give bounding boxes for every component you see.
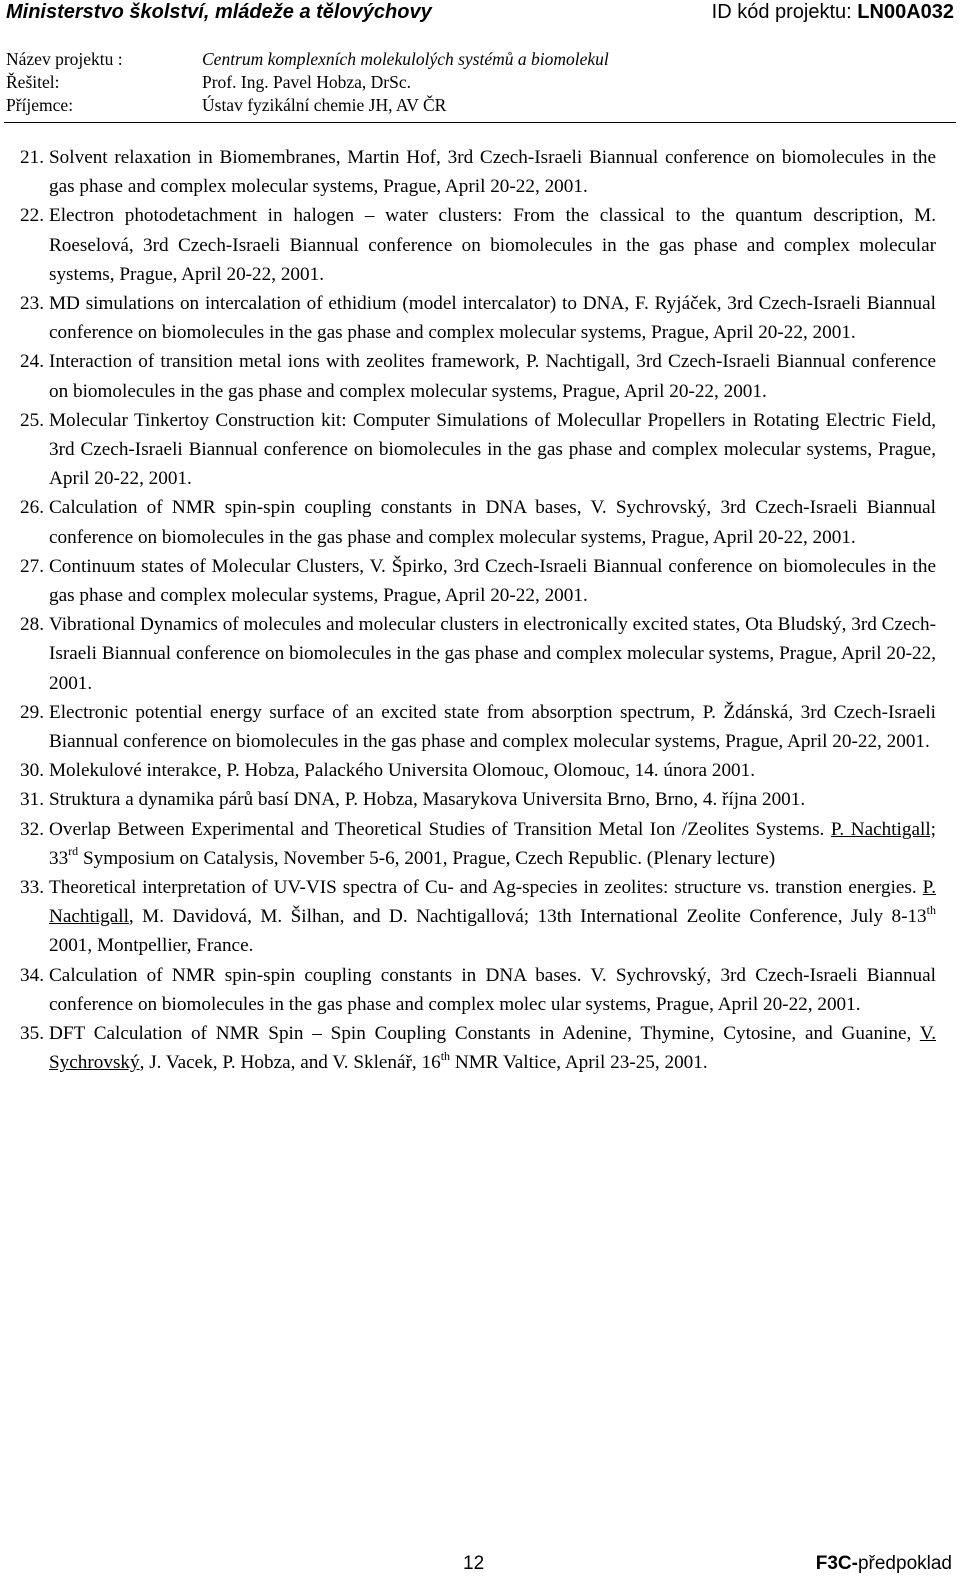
list-item: [20, 347, 936, 405]
item-text-part: NMR Valtice, April 23-25, 2001.: [450, 1052, 708, 1074]
ordinal-suffix: th: [926, 902, 936, 917]
item-number: 25.: [20, 409, 44, 431]
list-item: [20, 552, 936, 610]
meta-label: Název projektu :: [6, 49, 123, 69]
item-text: Molecular Tinkertoy Construction kit: Computer Simulations of Molecullar Propellers in Rotating Electric Field, 3rd Czech-Israeli Biannual conference on biomolecules in the gas phase and complex molecular systems, Prague, April 20-22, 2001.: [49, 409, 936, 490]
item-number: 34.: [20, 964, 44, 986]
item-text: Calculation of NMR spin-spin coupling constants in DNA bases. V. Sychrovský, 3rd Czech-Israeli Biannual conference on biomolecules in the gas phase and complex molec ular systems, Prague, April 20-22, 2001.: [49, 964, 936, 1015]
item-number: 21.: [20, 147, 44, 168]
item-number: 30.: [20, 760, 44, 782]
page-number: 12: [463, 1553, 485, 1574]
project-id: [712, 0, 954, 24]
item-number: 22.: [20, 205, 44, 227]
item-text: Electronic potential energy surface of an excited state from absorption spectrum, P. Ždánská, 3rd Czech-Israeli Biannual conference on biomolecules in the gas phase and complex molecular systems, Prague, April 20-22, 2001.: [49, 701, 936, 753]
item-text: [49, 1019, 936, 1077]
list-item: [20, 406, 936, 494]
item-text-part: Theoretical interpretation of UV-VIS spectra of Cu- and Ag-species in zeolites: structure vs. transtion energies.: [49, 877, 923, 899]
header-divider: [4, 122, 956, 123]
meta-row-project: [6, 48, 609, 71]
form-code-bold: F3C-: [815, 1553, 858, 1574]
item-text: [49, 815, 936, 873]
item-text-part: , M. Davidová, M. Šilhan, and D. Nachtigallová; 13th International Zeolite Conference, July 8-13: [128, 906, 927, 928]
form-code-rest: předpoklad: [857, 1553, 952, 1574]
list-item: [20, 143, 936, 201]
form-code: [816, 1552, 952, 1576]
underlined-author: V. Sychrovský: [49, 1023, 936, 1074]
page-footer: [0, 1552, 960, 1582]
item-number: 24.: [20, 351, 44, 373]
item-text: Interaction of transition metal ions with zeolites framework, P. Nachtigall, 3rd Czech-Israeli Biannual conference on biomolecules in the gas phase and complex molecular systems, Prague, April 20-22, 2001.: [49, 351, 936, 402]
list-item: [20, 873, 936, 961]
item-text: Calculation of NMR spin-spin coupling constants in DNA bases, V. Sychrovský, 3rd Czech-Israeli Biannual conference on biomolecules in the gas phase and complex molecular systems, Prague, April 20-22, 2001.: [49, 497, 936, 548]
meta-label: Řešitel:: [6, 72, 60, 92]
ministry-title: Ministerstvo školství, mládeže a tělovýchovy: [6, 1, 432, 23]
item-text: Electron photodetachment in halogen – water clusters: From the classical to the quantum description, M. Roeselová, 3rd Czech-Israeli Biannual conference on biomolecules in the gas phase and complex molecular systems, Prague, April 20-22, 2001.: [49, 205, 936, 285]
item-text-part: , J. Vacek, P. Hobza, and V. Sklenář, 16: [139, 1052, 441, 1074]
list-item: [20, 1019, 936, 1077]
list-item: [20, 698, 936, 756]
project-id-label: ID kód projektu:: [711, 1, 858, 23]
ordinal-suffix: th: [440, 1048, 451, 1063]
item-number: 29.: [20, 701, 44, 723]
item-number: 26.: [20, 497, 44, 519]
item-number: 31.: [20, 789, 44, 811]
project-meta: [6, 48, 609, 117]
item-text: Molekulové interakce, P. Hobza, Palackého Universita Olomouc, Olomouc, 14. února 2001.: [49, 760, 756, 782]
underlined-author: P. Nachtigall;: [830, 818, 936, 840]
meta-label: Příjemce:: [6, 95, 74, 115]
list-item: [20, 493, 936, 551]
list-item: [20, 201, 936, 289]
item-text-part: Symposium on Catalysis, November 5-6, 2001, Prague, Czech Republic. (Plenary lecture): [78, 847, 776, 869]
item-text-part: 33: [49, 847, 69, 869]
item-number: 32.: [20, 818, 44, 840]
investigator-name: Prof. Ing. Pavel Hobza, DrSc.: [202, 72, 411, 92]
item-text-part: 2001, Montpellier, France.: [49, 935, 254, 957]
meta-row-recipient: [6, 94, 609, 117]
list-item: [20, 961, 936, 1019]
item-number: 33.: [20, 877, 44, 899]
item-text: Struktura a dynamika párů basí DNA, P. Hobza, Masarykova Universita Brno, Brno, 4. října 2001.: [49, 789, 806, 811]
list-item: [20, 610, 936, 698]
item-number: 27.: [20, 555, 44, 577]
list-item: [20, 756, 936, 785]
meta-row-investigator: [6, 71, 609, 94]
project-name: Centrum komplexních molekulolých systémů a biomolekul: [202, 49, 609, 69]
item-text: Continuum states of Molecular Clusters, V. Špirko, 3rd Czech-Israeli Biannual conference on biomolecules in the gas phase and complex molecular systems, Prague, April 20-22, 2001.: [49, 555, 936, 607]
item-number: 28.: [20, 614, 44, 636]
item-text: MD simulations on intercalation of ethidium (model intercalator) to DNA, F. Ryjáček, 3rd Czech-Israeli Biannual conference on biomolecules in the gas phase and complex molecular systems, Prague, April 20-22, 2001.: [49, 293, 936, 344]
project-id-value: LN00A032: [857, 1, 954, 23]
publication-list: [20, 143, 936, 1078]
list-item: [20, 289, 936, 347]
list-item: [20, 815, 936, 873]
item-number: 23.: [20, 293, 44, 315]
list-item: [20, 785, 936, 814]
item-text-part: DFT Calculation of NMR Spin – Spin Coupling Constants in Adenine, Thymine, Cytosine, and Guanine,: [49, 1023, 920, 1045]
item-text: [49, 873, 936, 961]
item-number: 35.: [20, 1023, 44, 1045]
item-text: Solvent relaxation in Biomembranes, Martin Hof, 3rd Czech-Israeli Biannual conference on biomolecules in the gas phase and complex molecular systems, Prague, April 20-22, 2001.: [49, 147, 936, 198]
underlined-author: P. Nachtigall: [49, 877, 936, 928]
ordinal-suffix: rd: [68, 844, 79, 859]
item-text: Vibrational Dynamics of molecules and molecular clusters in electronically excited states, Ota Bludský, 3rd Czech-Israeli Biannual conference on biomolecules in the gas phase and complex molecular systems, Prague, April 20-22, 2001.: [49, 614, 936, 694]
page-header: [0, 0, 960, 26]
recipient-name: Ústav fyzikální chemie JH, AV ČR: [202, 95, 447, 115]
item-text-part: Overlap Between Experimental and Theoretical Studies of Transition Metal Ion /Zeolites Systems.: [49, 818, 831, 840]
